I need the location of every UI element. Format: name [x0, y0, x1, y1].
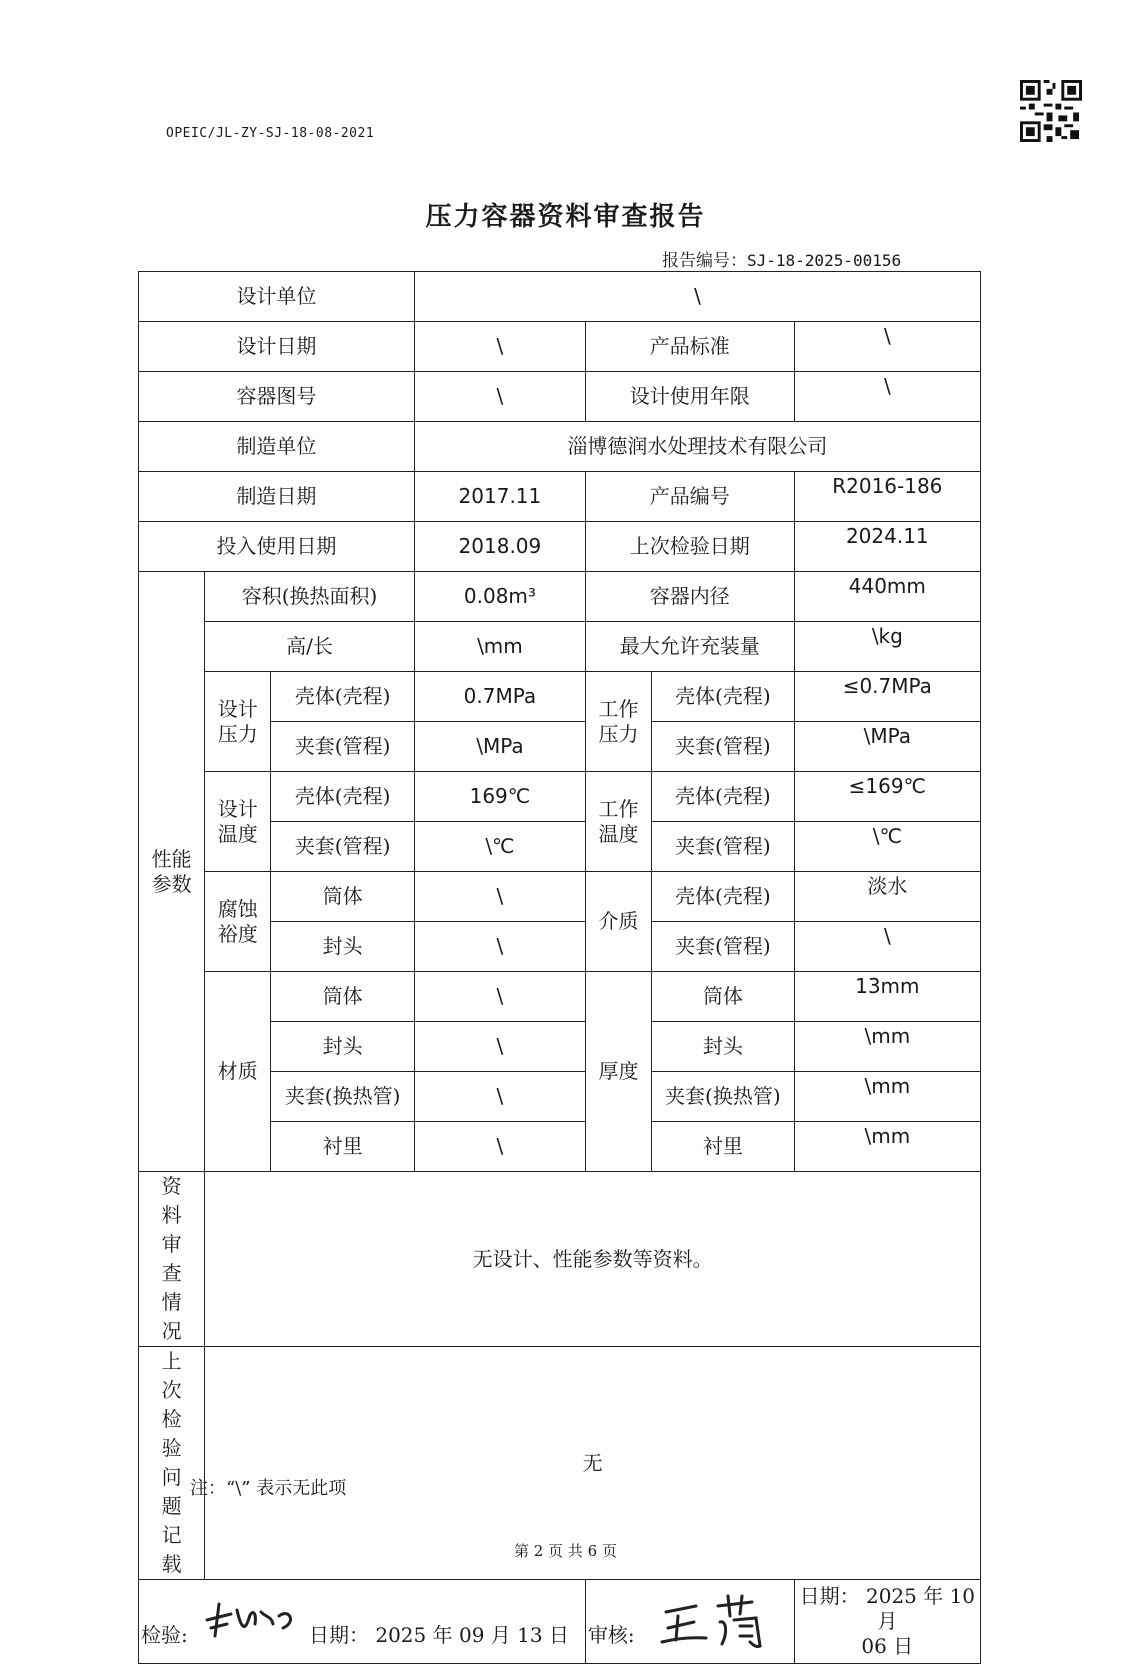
- review-label-text: 资料审查情况: [161, 1174, 182, 1343]
- inner-dia-text: 440mm: [848, 574, 926, 598]
- design-unit-label: 设计单位: [139, 272, 415, 322]
- row-design-unit: [139, 272, 981, 322]
- use-date-label: 投入使用日期: [139, 522, 415, 572]
- review-sign-label: 审核:: [587, 1622, 635, 1647]
- review-date-line2: 06 日: [861, 1634, 914, 1658]
- work-temp-shell-value: [794, 772, 980, 822]
- work-pressure-label: [585, 672, 651, 772]
- medium-label: 介质: [585, 872, 651, 972]
- maker-value: 淄博德润水处理技术有限公司: [414, 422, 980, 472]
- review-date-cell: [794, 1580, 980, 1664]
- design-life-text: \: [883, 374, 891, 398]
- work-temp-jacket-text: \℃: [872, 824, 902, 848]
- corrosion-cyl-value: \: [414, 872, 585, 922]
- reviewer-signature-icon: [656, 1592, 776, 1650]
- design-life-label: 设计使用年限: [585, 372, 794, 422]
- design-date-label: 设计日期: [139, 322, 415, 372]
- work-pressure-jacket-value: [794, 722, 980, 772]
- review-text: 无设计、性能参数等资料。: [205, 1172, 981, 1347]
- thickness-head-label: 封头: [652, 1022, 795, 1072]
- work-temp-shell-text: ≤169℃: [848, 774, 927, 798]
- height-value: \mm: [414, 622, 585, 672]
- thickness-jacket-text: \mm: [864, 1074, 911, 1098]
- thickness-jacket-value: [794, 1072, 980, 1122]
- product-no-label: 产品编号: [585, 472, 794, 522]
- row-volume: [139, 572, 981, 622]
- design-temp-shell-value: 169℃: [414, 772, 585, 822]
- thickness-cyl-text: 13mm: [855, 974, 920, 998]
- product-no-value: [794, 472, 980, 522]
- medium-shell-value: [794, 872, 980, 922]
- thickness-lining-text: \mm: [864, 1124, 911, 1148]
- corrosion-cyl-label: 筒体: [271, 872, 415, 922]
- make-date-label: 制造日期: [139, 472, 415, 522]
- volume-value: 0.08m³: [414, 572, 585, 622]
- report-table: [138, 271, 981, 1664]
- medium-jacket-text: \: [883, 924, 891, 948]
- thickness-cyl-value: [794, 972, 980, 1022]
- maker-label: 制造单位: [139, 422, 415, 472]
- row-review: [139, 1172, 981, 1347]
- product-standard-text: \: [883, 324, 891, 348]
- work-temp-shell-label: 壳体(壳程): [652, 772, 795, 822]
- work-pressure-shell-text: ≤0.7MPa: [842, 674, 932, 698]
- work-temp-jacket-value: [794, 822, 980, 872]
- drawing-no-label: 容器图号: [139, 372, 415, 422]
- row-pressure-shell: [139, 672, 981, 722]
- last-issues-text: 无: [205, 1347, 981, 1580]
- corrosion-head-label: 封头: [271, 922, 415, 972]
- design-pressure-label: [205, 672, 271, 772]
- thickness-lining-value: [794, 1122, 980, 1172]
- design-temp-label: [205, 772, 271, 872]
- review-label: [139, 1172, 205, 1347]
- design-pressure-shell-value: 0.7MPa: [414, 672, 585, 722]
- volume-label: 容积(换热面积): [205, 572, 415, 622]
- last-insp-value: [794, 522, 980, 572]
- work-pressure-jacket-text: \MPa: [863, 724, 912, 748]
- design-unit-value: \: [414, 272, 980, 322]
- corrosion-label: [205, 872, 271, 972]
- product-standard-label: 产品标准: [585, 322, 794, 372]
- design-temp-jacket-value: \℃: [414, 822, 585, 872]
- work-pressure-shell-value: [794, 672, 980, 722]
- medium-shell-text: 淡水: [867, 874, 908, 898]
- product-no-text: R2016-186: [832, 474, 943, 498]
- row-use-date: [139, 522, 981, 572]
- row-design-date: [139, 322, 981, 372]
- material-lining-label: 衬里: [271, 1122, 415, 1172]
- material-cyl-label: 筒体: [271, 972, 415, 1022]
- document-code: OPEIC/JL-ZY-SJ-18-08-2021: [166, 126, 375, 141]
- review-sign-cell: [585, 1580, 794, 1664]
- work-temp-label: [585, 772, 651, 872]
- design-date-value: \: [414, 322, 585, 372]
- design-temp-jacket-label: 夹套(管程): [271, 822, 415, 872]
- design-pressure-shell-label: 壳体(壳程): [271, 672, 415, 722]
- thickness-head-text: \mm: [864, 1024, 911, 1048]
- last-issues-label-text: 上次检验问题记载: [161, 1349, 182, 1576]
- design-temp-text: 设计温度: [217, 796, 258, 846]
- work-pressure-jacket-label: 夹套(管程): [652, 722, 795, 772]
- row-height: [139, 622, 981, 672]
- material-jacket-label: 夹套(换热管): [271, 1072, 415, 1122]
- use-date-value: 2018.09: [414, 522, 585, 572]
- perf-group-text: 性能参数: [151, 846, 192, 896]
- work-temp-jacket-label: 夹套(管程): [652, 822, 795, 872]
- inner-dia-value: [794, 572, 980, 622]
- inspect-cell: [139, 1580, 586, 1664]
- corrosion-head-value: \: [414, 922, 585, 972]
- last-insp-label: 上次检验日期: [585, 522, 794, 572]
- row-drawing-no: [139, 372, 981, 422]
- inspect-date: 日期： 2025 年 09 月 13 日: [309, 1622, 569, 1647]
- height-label: 高/长: [205, 622, 415, 672]
- qr-code-icon: [1020, 80, 1082, 142]
- material-head-value: \: [414, 1022, 585, 1072]
- report-number-label: 报告编号：: [662, 251, 747, 271]
- work-pressure-text: 工作压力: [598, 696, 639, 746]
- inner-dia-label: 容器内径: [585, 572, 794, 622]
- thickness-label: 厚度: [585, 972, 651, 1172]
- thickness-lining-label: 衬里: [652, 1122, 795, 1172]
- page-footer: 第 2 页 共 6 页: [514, 1542, 617, 1560]
- drawing-no-value: \: [414, 372, 585, 422]
- design-pressure-text: 设计压力: [217, 696, 258, 746]
- corrosion-text: 腐蚀裕度: [217, 896, 258, 946]
- row-material-cyl: [139, 972, 981, 1022]
- row-maker: [139, 422, 981, 472]
- design-temp-shell-label: 壳体(壳程): [271, 772, 415, 822]
- max-fill-label: 最大允许充装量: [585, 622, 794, 672]
- perf-group-label: [139, 572, 205, 1172]
- material-jacket-value: \: [414, 1072, 585, 1122]
- report-number: [662, 246, 901, 271]
- design-life-value: [794, 372, 980, 422]
- row-signatures: [139, 1580, 981, 1664]
- review-date-line1: 日期： 2025 年 10 月: [799, 1584, 976, 1633]
- medium-jacket-value: [794, 922, 980, 972]
- thickness-head-value: [794, 1022, 980, 1072]
- inspect-label: 检验:: [141, 1622, 188, 1647]
- last-insp-text: 2024.11: [845, 524, 929, 548]
- max-fill-text: \kg: [871, 624, 903, 648]
- thickness-cyl-label: 筒体: [652, 972, 795, 1022]
- material-lining-value: \: [414, 1122, 585, 1172]
- page-title: 压力容器资料审查报告: [425, 202, 706, 232]
- make-date-value: 2017.11: [414, 472, 585, 522]
- medium-shell-label: 壳体(壳程): [652, 872, 795, 922]
- work-pressure-shell-label: 壳体(壳程): [652, 672, 795, 722]
- row-corrosion-cyl: [139, 872, 981, 922]
- design-pressure-jacket-label: 夹套(管程): [271, 722, 415, 772]
- row-temp-shell: [139, 772, 981, 822]
- work-temp-text: 工作温度: [598, 796, 639, 846]
- row-make-date: [139, 472, 981, 522]
- material-head-label: 封头: [271, 1022, 415, 1072]
- max-fill-value: [794, 622, 980, 672]
- design-pressure-jacket-value: \MPa: [414, 722, 585, 772]
- report-number-value: SJ-18-2025-00156: [747, 251, 902, 270]
- inspector-signature-icon: [201, 1598, 301, 1642]
- material-label: 材质: [205, 972, 271, 1172]
- product-standard-value: [794, 322, 980, 372]
- medium-jacket-label: 夹套(管程): [652, 922, 795, 972]
- thickness-jacket-label: 夹套(换热管): [652, 1072, 795, 1122]
- footnote: 注：“\” 表示无此项: [190, 1478, 347, 1499]
- material-cyl-value: \: [414, 972, 585, 1022]
